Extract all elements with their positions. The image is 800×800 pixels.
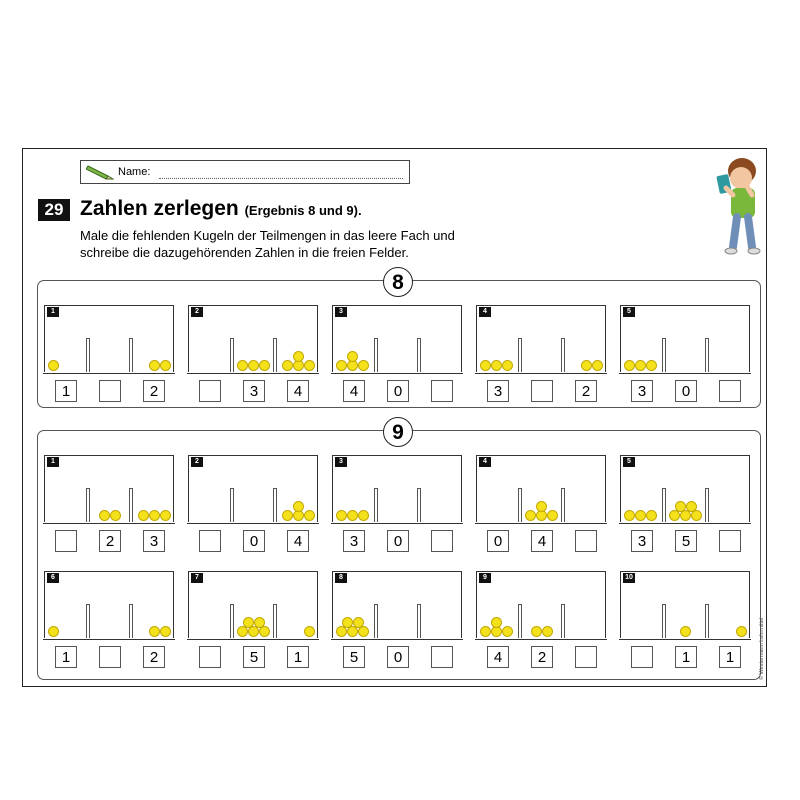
ball (353, 617, 364, 628)
answer-box[interactable]: 0 (243, 530, 265, 552)
copyright-text: © Westermann Lehrmittel (759, 617, 765, 680)
answer-box[interactable] (431, 530, 453, 552)
frame-divider (129, 488, 133, 522)
answer-box[interactable]: 0 (487, 530, 509, 552)
instruction-line-1: Male die fehlenden Kugeln der Teilmengen in das leere Fach und (80, 228, 455, 243)
task-number: 4 (479, 307, 491, 317)
frame-floor (43, 373, 175, 374)
ball (347, 510, 358, 521)
ball (149, 510, 160, 521)
frame-divider (561, 338, 565, 372)
answer-box[interactable] (575, 646, 597, 668)
task-9 (476, 571, 606, 679)
frame-divider (230, 338, 234, 372)
ball (358, 510, 369, 521)
answer-box[interactable]: 5 (343, 646, 365, 668)
task-4 (476, 305, 606, 413)
ball (592, 360, 603, 371)
bead-frame (332, 571, 462, 638)
answer-box[interactable]: 0 (387, 646, 409, 668)
frame-divider (230, 604, 234, 638)
ball (736, 626, 747, 637)
task-number-badge: 29 (38, 199, 70, 221)
ball (254, 617, 265, 628)
frame-floor (619, 639, 751, 640)
task-number: 10 (623, 573, 635, 583)
frame-floor (475, 639, 607, 640)
ball (547, 510, 558, 521)
answer-box[interactable]: 3 (343, 530, 365, 552)
answer-box[interactable] (199, 530, 221, 552)
answer-box[interactable] (431, 380, 453, 402)
ball (675, 501, 686, 512)
task-7 (188, 571, 318, 679)
answer-box[interactable]: 1 (55, 646, 77, 668)
answer-box[interactable] (531, 380, 553, 402)
total-number-circle: 8 (383, 267, 413, 297)
ball (243, 617, 254, 628)
task-number: 8 (335, 573, 347, 583)
frame-divider (662, 338, 666, 372)
ball (138, 510, 149, 521)
answer-box[interactable]: 3 (631, 380, 653, 402)
ball (536, 501, 547, 512)
answer-box[interactable]: 1 (55, 380, 77, 402)
ball (48, 626, 59, 637)
bead-frame (188, 455, 318, 522)
ball (48, 360, 59, 371)
ball (686, 501, 697, 512)
task-number: 5 (623, 307, 635, 317)
ball (624, 510, 635, 521)
task-number: 3 (335, 307, 347, 317)
ball (149, 626, 160, 637)
answer-box[interactable]: 1 (719, 646, 741, 668)
answer-box[interactable]: 0 (387, 380, 409, 402)
ball (304, 626, 315, 637)
answer-box[interactable] (575, 530, 597, 552)
task-number: 1 (47, 457, 59, 467)
frame-floor (475, 523, 607, 524)
ball (491, 617, 502, 628)
frame-floor (619, 523, 751, 524)
total-number-circle: 9 (383, 417, 413, 447)
task-1 (44, 455, 174, 563)
frame-divider (129, 604, 133, 638)
frame-floor (331, 639, 463, 640)
ball (342, 617, 353, 628)
bead-frame (476, 305, 606, 372)
answer-box[interactable] (55, 530, 77, 552)
ball (542, 626, 553, 637)
bead-frame (188, 305, 318, 372)
task-5 (620, 455, 750, 563)
answer-box[interactable]: 4 (287, 530, 309, 552)
frame-divider (273, 338, 277, 372)
answer-box[interactable]: 5 (243, 646, 265, 668)
task-number: 7 (191, 573, 203, 583)
ball (480, 360, 491, 371)
ball (336, 510, 347, 521)
answer-box[interactable] (719, 380, 741, 402)
ball (304, 510, 315, 521)
answer-box[interactable]: 4 (343, 380, 365, 402)
ball (358, 360, 369, 371)
bead-frame (44, 455, 174, 522)
ball (502, 360, 513, 371)
bead-frame (332, 455, 462, 522)
ball (347, 351, 358, 362)
boy-illustration (700, 155, 770, 262)
task-2 (188, 305, 318, 413)
answer-box[interactable]: 3 (143, 530, 165, 552)
ball (282, 510, 293, 521)
ball (237, 360, 248, 371)
ball (531, 626, 542, 637)
ball (110, 510, 121, 521)
answer-box[interactable] (199, 646, 221, 668)
name-line (159, 178, 403, 179)
frame-divider (518, 338, 522, 372)
ball (624, 360, 635, 371)
frame-divider (518, 604, 522, 638)
frame-floor (619, 373, 751, 374)
frame-divider (86, 488, 90, 522)
answer-box[interactable]: 4 (287, 380, 309, 402)
bead-frame (44, 571, 174, 638)
answer-box[interactable] (719, 530, 741, 552)
frame-divider (705, 488, 709, 522)
bead-frame (620, 305, 750, 372)
frame-divider (374, 604, 378, 638)
task-number: 6 (47, 573, 59, 583)
ball (160, 626, 171, 637)
task-3 (332, 455, 462, 563)
task-2 (188, 455, 318, 563)
task-1 (44, 305, 174, 413)
ball (502, 626, 513, 637)
instruction-line-2: schreibe die dazugehörenden Zahlen in die freien Felder. (80, 245, 409, 260)
bead-frame (476, 571, 606, 638)
frame-divider (417, 488, 421, 522)
ball (160, 510, 171, 521)
page-title (80, 197, 362, 221)
ball (304, 360, 315, 371)
ball (293, 351, 304, 362)
frame-divider (561, 488, 565, 522)
frame-divider (662, 604, 666, 638)
title-sub: (Ergebnis 8 und 9). (244, 203, 362, 218)
bead-frame (44, 305, 174, 372)
frame-divider (230, 488, 234, 522)
bead-frame (620, 571, 750, 638)
frame-floor (475, 373, 607, 374)
frame-divider (273, 488, 277, 522)
frame-floor (43, 523, 175, 524)
task-number: 2 (191, 307, 203, 317)
frame-floor (187, 639, 319, 640)
bead-frame (476, 455, 606, 522)
frame-divider (417, 604, 421, 638)
ball (99, 510, 110, 521)
frame-floor (331, 523, 463, 524)
ball (491, 360, 502, 371)
ball (525, 510, 536, 521)
answer-box[interactable]: 3 (243, 380, 265, 402)
task-5 (620, 305, 750, 413)
answer-box[interactable]: 2 (99, 530, 121, 552)
answer-box[interactable] (431, 646, 453, 668)
ball (646, 510, 657, 521)
answer-box[interactable] (99, 380, 121, 402)
answer-box[interactable]: 3 (631, 530, 653, 552)
frame-floor (187, 373, 319, 374)
name-label: Name: (118, 166, 151, 178)
task-number: 3 (335, 457, 347, 467)
task-10 (620, 571, 750, 679)
ball (635, 360, 646, 371)
answer-box[interactable]: 2 (575, 380, 597, 402)
ball (149, 360, 160, 371)
bead-frame (188, 571, 318, 638)
ball (480, 626, 491, 637)
answer-box[interactable]: 0 (675, 380, 697, 402)
task-number: 9 (479, 573, 491, 583)
frame-divider (518, 488, 522, 522)
bead-frame (332, 305, 462, 372)
ball (293, 501, 304, 512)
frame-floor (187, 523, 319, 524)
task-number: 1 (47, 307, 59, 317)
name-field[interactable] (80, 160, 410, 184)
ball (680, 626, 691, 637)
frame-divider (705, 338, 709, 372)
frame-divider (374, 338, 378, 372)
task-number: 4 (479, 457, 491, 467)
frame-divider (273, 604, 277, 638)
bead-frame (620, 455, 750, 522)
frame-divider (129, 338, 133, 372)
frame-divider (705, 604, 709, 638)
answer-box[interactable]: 1 (287, 646, 309, 668)
answer-box[interactable]: 4 (487, 646, 509, 668)
frame-divider (662, 488, 666, 522)
frame-floor (331, 373, 463, 374)
answer-box[interactable]: 3 (487, 380, 509, 402)
frame-divider (86, 604, 90, 638)
instruction-text (80, 227, 540, 261)
answer-box[interactable]: 2 (143, 646, 165, 668)
task-number: 2 (191, 457, 203, 467)
ball (259, 360, 270, 371)
ball (336, 360, 347, 371)
task-8 (332, 571, 462, 679)
frame-divider (86, 338, 90, 372)
task-4 (476, 455, 606, 563)
answer-box[interactable]: 4 (531, 530, 553, 552)
answer-box[interactable]: 2 (143, 380, 165, 402)
frame-divider (417, 338, 421, 372)
answer-box[interactable] (199, 380, 221, 402)
answer-box[interactable]: 2 (531, 646, 553, 668)
answer-box[interactable]: 1 (675, 646, 697, 668)
answer-box[interactable] (631, 646, 653, 668)
ball (581, 360, 592, 371)
task-6 (44, 571, 174, 679)
ball (635, 510, 646, 521)
answer-box[interactable]: 5 (675, 530, 697, 552)
frame-floor (43, 639, 175, 640)
frame-divider (374, 488, 378, 522)
answer-box[interactable] (99, 646, 121, 668)
task-3 (332, 305, 462, 413)
title-main: Zahlen zerlegen (80, 197, 239, 220)
ball (160, 360, 171, 371)
task-number: 5 (623, 457, 635, 467)
ball (282, 360, 293, 371)
pencil-icon (86, 163, 114, 186)
answer-box[interactable]: 0 (387, 530, 409, 552)
ball (248, 360, 259, 371)
frame-divider (561, 604, 565, 638)
ball (646, 360, 657, 371)
